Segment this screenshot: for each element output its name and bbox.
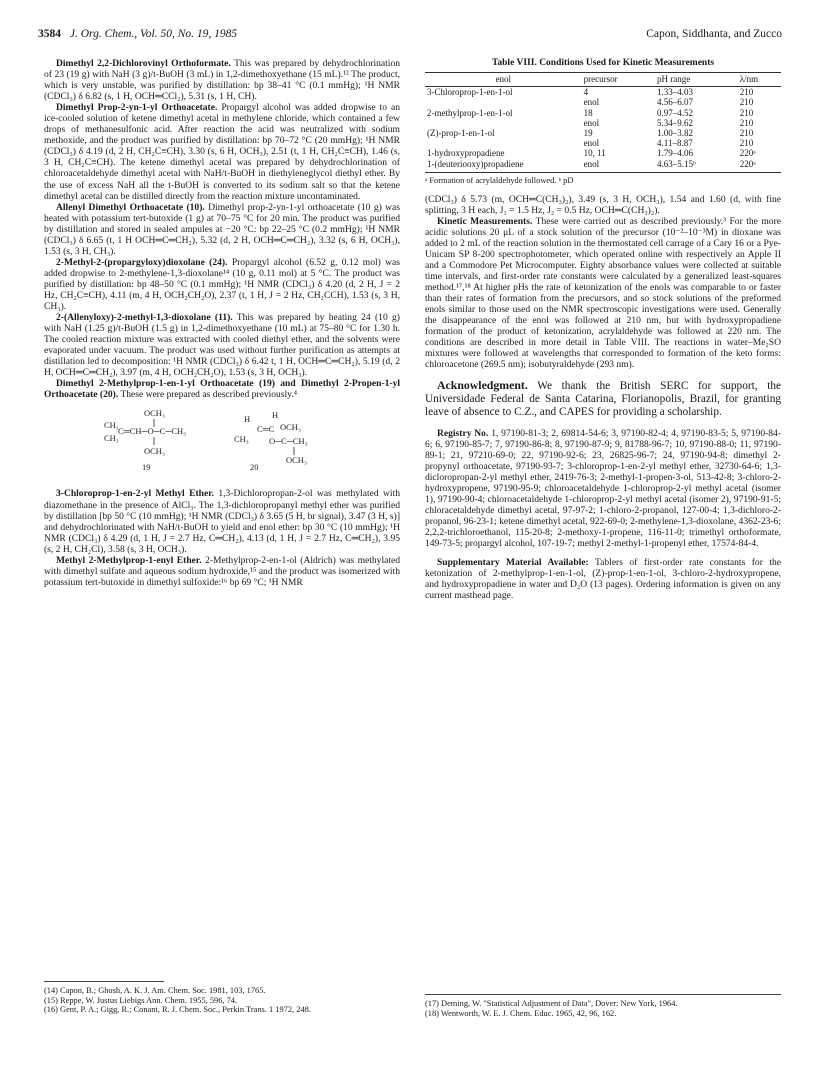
paragraph-text: These were carried out as described previously.³ For the more acidic solutions 20 μL of a stock solution of the precursor (10⁻²–10⁻³M) in dioxane was added to 2 mL of the reaction solution in the thermostated cell carrage of a Cary 16 or a Pye-Unicam SP 8-200 spectrophotometer, which operated online with respectively an Apple II and a Commodore Pet Microcomputer. Eighty absorbance values were collected at suitable time intervals, and first-order rate constants were calculated by a generalized least-squares method.¹⁷,¹⁸ At higher pHs the rate of ketonization of the enols was comparable to or faster than their rates of formation from the precursors, and so stock solutions of the preformed enols similar to those used on the NMR spectroscopic investigations were used. Generally the disappearance of the enol was followed at 210 nm, but with hydroxypropadiene formation of the product of ketonization, acrylaldehyde was followed at 220 nm. The conditions are described in more detail in Table VIII. The reactions in water–Me₂SO mixtures were followed at wavelengths that corresponded to formation of the keto forms: chloroacetone (269.5 nm); isobutyraldehyde (293 nm). — [425, 215, 781, 371]
compound-heading: 3-Chloroprop-1-en-2-yl Methyl Ether. — [56, 488, 214, 500]
table-row — [425, 128, 781, 138]
table-row — [425, 87, 781, 98]
table-cell: enol — [583, 138, 600, 149]
table-cell: 4 — [583, 87, 589, 98]
table-cell — [425, 118, 582, 128]
table-cell: (Z)-prop-1-en-1-ol — [427, 127, 495, 138]
paragraph-text: Propargyl alcohol (6.52 g, 0.12 mol) was added dropwise to 2-methylene-1,3-dioxolane¹⁴ (10 g, 0.11 mol) at 5 °C. The product was purified by distillation: bp 48–50 °C (0.1 mmHg); ¹H NMR (CDCl₃) δ 4.20 (d, 2 H, J = 2 Hz, CH₂C≡CH), 4.11 (m, 4 H, OCH₂CH₂O), 2.37 (t, 1 H, J = 2 Hz, CH₂CCH), 1.53 (s, 3 H, CH₃). — [44, 256, 401, 313]
table-row — [425, 108, 781, 118]
svg-text:OCH₃: OCH₃ — [144, 446, 165, 457]
running-header — [38, 28, 782, 44]
svg-text:CH₃: CH₃ — [104, 433, 119, 444]
table-cell — [425, 138, 582, 148]
table-cell — [425, 97, 582, 107]
paragraph-allenyl — [44, 202, 400, 257]
paragraph-text: We thank the British SERC for support, the Universidade Federal de Santa Catarina, Florianopolis, Brazil, for granting leave of absence to C.Z., and CAPES for providing a scholarship. — [425, 379, 781, 419]
svg-text:O─C─CH₃: O─C─CH₃ — [269, 436, 308, 447]
table-cell: enol — [583, 117, 600, 128]
footnote-16: (16) Gent, P. A.; Gigg, R.; Conant, R. J. Chem. Soc., Perkin Trans. 1 1972, 248. — [44, 1005, 311, 1015]
table-cell: 5.34–9.62 — [657, 117, 694, 128]
table-cell: 210 — [739, 87, 754, 98]
svg-text:OCH₃: OCH₃ — [280, 422, 301, 433]
table-cell: 1.00–3.82 — [657, 127, 694, 138]
registry-numbers — [425, 428, 781, 550]
compound-heading: Dimethyl 2-Methylprop-1-en-1-yl Orthoacetate (19) and Dimethyl 2-Propen-1-yl Orthoacetate (20). — [44, 378, 400, 401]
author-names: Capon, Siddhanta, and Zucco — [646, 28, 782, 40]
table-cell: 10, 11 — [583, 148, 606, 159]
paragraph-kinetics — [425, 216, 781, 371]
table-cell: 1.79–4.06 — [657, 148, 694, 159]
table-cell: 4.11–8.87 — [657, 138, 693, 149]
supplementary-material — [425, 557, 781, 601]
right-column — [425, 58, 781, 601]
svg-text:OCH₃: OCH₃ — [144, 408, 165, 419]
section-heading: Kinetic Measurements. — [437, 215, 533, 227]
table-cell: 1-(deuteriooxy)propadiene — [427, 158, 524, 169]
column-header: λ/nm — [738, 73, 781, 87]
table-cell: 210 — [739, 138, 754, 149]
paragraph-dichlorovinyl — [44, 58, 400, 102]
table-cell: 4.63–5.15ᵇ — [657, 158, 696, 169]
svg-text:CH₃: CH₃ — [234, 434, 249, 445]
paragraph-chloropropenyl — [44, 488, 400, 554]
table-header-row — [425, 73, 781, 87]
table-footnote: ᵃ Formation of acrylaldehyde followed. ᵇ pD — [425, 172, 781, 186]
paragraph-text: This was prepared by dehydrochlorination of 23 (19 g) with NaH (3 g)/t-BuOH (3 mL) in 1,2-dimethoxyethane (15 mL).¹² The product, which is very unstable, was purified by distillation: bp 38–41 °C (0.1 mmHg); ¹H NMR (CDCl₃) δ 6.82 (s, 1 H, OCH═CCl₂), 5.31 (s, 1 H, CH). — [44, 58, 401, 103]
compound-heading: Allenyl Dimethyl Orthoacetate (10). — [56, 201, 205, 213]
svg-text:C═CH─O─C─CH₃: C═CH─O─C─CH₃ — [118, 426, 187, 437]
svg-text:H: H — [272, 410, 279, 421]
compound-heading: Dimethyl 2,2-Dichlorovinyl Orthoformate. — [56, 58, 231, 69]
table-cell: 1-hydroxypropadiene — [427, 148, 505, 159]
journal-citation: J. Org. Chem., Vol. 50, No. 19, 1985 — [69, 28, 238, 40]
table-row — [425, 159, 781, 169]
compound-heading: Methyl 2-Methylprop-1-enyl Ether. — [56, 554, 202, 566]
table-row — [425, 138, 781, 148]
structure-drawing — [104, 404, 354, 482]
table-title: Table VIII. Conditions Used for Kinetic Measurements — [491, 58, 715, 68]
svg-text:CH₃: CH₃ — [104, 420, 119, 431]
footnote-15: (15) Reppe, W. Justus Liebigs Ann. Chem. 1955, 596, 74. — [44, 995, 238, 1005]
right-footnotes — [425, 994, 781, 1018]
table-cell: 210 — [739, 107, 754, 118]
compound-heading: 2-Methyl-2-(propargyloxy)dioxolane (24). — [56, 256, 228, 268]
svg-text:H: H — [244, 414, 251, 425]
section-heading: Supplementary Material Available: — [437, 557, 589, 569]
paragraph-orthoacetates — [44, 378, 400, 400]
paragraph-text: 1, 97190-81-3; 2, 69814-54-6; 3, 97190-82-4; 4, 97190-83-5; 5, 97190-84-6; 6, 97190-85-7; 7, 97190-86-8; 8, 97190-87-9; 9, 81788-96-7; 10, 97190-88-0; 11, 97190-89-1; 21, 97210-69-0; 22, 97190-92-6; 23, 26825-96-7; 24, 97190-94-8; dimethyl 2-propynyl orthoacetate, 97190-93-7; 3-chloroprop-1-en-2-yl methyl ether, 32730-64-6; 1,3-dicloropropan-2-yl methyl ether, 2419-76-3; 2-methyl-1-propen-3-ol, 513-42-8; 3-chloro-2-hydroxypropene, 97190-95-9; chloroacetaldehyde 1-chloroprop-2-yl methyl acetal (isomer 1), 97190-90-4; chloroacetaldehyde 1-chloroprop-2-yl methyl acetal (isomer 2), 97190-91-5; chloracetaldehyde dimethyl acetal, 97-97-2; 1-chloro-2-propanol, 127-00-4; 1,3-dichloro-2-propanol, 96-23-1; ketene dimethyl acetal, 922-69-0; 2-methylene-1,3-dioxolane, 4362-23-6; 2,2,2-trichloroethanol, 115-20-8; 2-methoxy-1-propene, 116-11-0; trimethyl orthoformate, 149-73-5; propargyl alcohol, 107-19-7; methyl 2-methyl-1-propenyl ether, 17574-84-4. — [425, 427, 782, 550]
section-heading: Registry No. — [437, 427, 489, 439]
acknowledgment — [425, 379, 781, 420]
table-cell: 220ᵃ — [739, 148, 756, 159]
paragraph-text: Propargyl alcohol was added dropwise to an ice-cooled solution of ketene dimethyl acetal in methylene chloride, which contained a few drops of methanesulfonic acid. After reaction the acid was neutralized with sodium methoxide, and the product was purified by distillation: bp 70–72 °C (20 mmHg); ¹H NMR (CDCl₃) δ 4.19 (d, 2 H, CH₂C≡CH), 3.30 (s, 6 H, OCH₃), 2.51 (t, 1 H, CH₂C≡CH), 1.46 (s, 3 H, CH₂C≡CH). The ketene dimethyl acetal was prepared by dehydrochlorination of chloroacetaldehyde dimethyl acetal with NaH/t-BuOH in diethyleneglycol diethyl ether. By the use of excess NaH all the t-BuOH is converted to its sodium salt so that the ketene dimethyl acetal can be distilled directly from the reaction mixture uncontaminated. — [44, 102, 400, 202]
paragraph-dioxolane — [44, 257, 400, 312]
paragraph-propynyl — [44, 102, 400, 201]
column-header: pH range — [655, 73, 738, 87]
paragraph-text: These were prepared as described previously.⁴ — [118, 389, 298, 401]
table-cell: enol — [583, 158, 600, 169]
paragraph-nmr-continued: (CDCl₃) δ 5.73 (m, OCH═C(CH₃)₂), 3.49 (s, 3 H, OCH₃), 1.54 and 1.60 (d, with fine splitting, 3 H each, J₁ = 1.5 Hz, J₂ = 0.5 Hz, OCH═C(CH₃)₂). — [425, 193, 781, 216]
table-row — [425, 97, 781, 107]
table-cell: 4.56–6.07 — [657, 97, 694, 108]
paragraph-text: Dimethyl prop-2-yn-1-yl orthoacetate (10 g) was heated with potassium tert-butoxide (1 g) at 70–75 °C for 20 min. The product was purified by distillation and stored in sealed ampules at −20 °C: bp 22–25 °C (0.2 mmHg); ¹H NMR (CDCl₃) δ 6.65 (t, 1 H OCH═C═CH₂), 5.32 (d, 2 H, OCH═C═CH₂), 3.32 (s, 6 H, OCH₃), 1.53 (s, 3 H, CH₃). — [44, 201, 400, 257]
paragraph-methylpropenyl — [44, 555, 400, 588]
paragraph-text: Tablers of first-order rate constants for the ketonization of 2-methylprop-1-en-1-ol, (Z)-prop-1-en-1-ol, 3-chloro-2-hydroxypropene, and hydroxypropadiene in water and D₂O (13 pages). Ordering information is given on any current masthead page. — [425, 557, 782, 602]
table-cell: 2-methylprop-1-en-1-ol — [427, 107, 513, 118]
table-row — [425, 118, 781, 128]
footnote-divider — [44, 981, 164, 982]
left-column — [44, 58, 400, 588]
table-row — [425, 148, 781, 158]
table-cell: 18 — [583, 107, 593, 118]
paragraph-text: 2-Methylprop-2-en-1-ol (Aldrich) was methylated with dimethyl sulfate and aqueous sodium hydroxide,¹⁵ and the product was isomerized with potassium tert-butoxide in dimethyl sulfoxide:¹⁶ bp 69 °C; ¹H NMR — [44, 554, 400, 588]
table-cell: 210 — [739, 97, 754, 108]
svg-text:C═C: C═C — [257, 424, 275, 435]
table-cell: enol — [583, 97, 600, 108]
table-cell: 210 — [739, 127, 754, 138]
structure-label-19: 19 — [142, 462, 151, 473]
table-cell: 1.33–4.03 — [657, 87, 694, 98]
footnote-18: (18) Wentworth, W. E. J. Chem. Educ. 1965, 42, 96, 162. — [425, 1008, 617, 1018]
paragraph-allenyloxy — [44, 312, 400, 378]
table-cell: 220ᵃ — [739, 158, 756, 169]
section-heading: Acknowledgment. — [437, 377, 528, 392]
kinetics-table — [425, 72, 781, 169]
table-viii — [425, 58, 781, 186]
paragraph-text: 1,3-Dichloropropan-2-ol was methylated with diazomethane in the presence of AlCl₃. The 1,3-dichloropropanyl methyl ether was purified by distillation [bp 50 °C (10 mmHg); ¹H NMR (CDCl₃) δ 3.65 (5 H, br signal), 3.47 (3 H, s)] and dehydrochlorinated with NaH/t-BuOH to yield and enol ether: bp 30 °C (10 mmHg); ¹H NMR (CDCl₃) δ 4.29 (d, 1 H, J = 2.7 Hz, C═CH₂), 4.13 (d, 1 H, J = 2.7 Hz, C═CH₂), 3.95 (s, 2 H, CH₂Cl), 3.58 (s, 3 H, OCH₃). — [44, 488, 400, 555]
footnote-divider — [425, 994, 781, 995]
page-number: 3584 — [38, 28, 61, 40]
compound-heading: Dimethyl Prop-2-yn-1-yl Orthoacetate. — [56, 102, 218, 114]
table-cell: 210 — [739, 117, 754, 128]
footnote-17: (17) Deming, W. "Statistical Adjustment of Data", Dover: New York, 1964. — [425, 999, 678, 1008]
table-cell: 0.97–4.52 — [657, 107, 694, 118]
table-cell: 19 — [583, 127, 593, 138]
left-footnotes — [44, 975, 400, 1015]
column-header: precursor — [582, 73, 655, 87]
footnote-14: (14) Capon, B.; Ghosh, A. K. J. Am. Chem. Soc. 1981, 103, 1765. — [44, 986, 266, 995]
column-header: enol — [425, 73, 582, 87]
chemical-structures-figure — [44, 404, 400, 482]
svg-text:OCH₃: OCH₃ — [286, 455, 307, 466]
compound-heading: 2-(Allenyloxy)-2-methyl-1,3-dioxolane (11). — [56, 312, 233, 324]
table-cell: 3-Chloroprop-1-en-1-ol — [427, 87, 513, 98]
paragraph-text: This was prepared by heating 24 (10 g) with NaH (1.25 g)/t-BuOH (1.5 g) in 1,2-dimethoxyethane (10 mL) at 75–80 °C for 1.30 h. The cooled reaction mixture was extracted with cooled diethyl ether, and the solvents were evaporated under vacuum. The product was used without further purification as attempts at distillation led to decomposition: ¹H NMR (CDCl₃) δ 6.42 t, 1 H, OCH═C═CH₂), 5.19 (d, 2 H, OCH═C═CH₂), 3.97 (m, 4 H, OCH₂CH₂O), 1.53 (s, 3 H, OCH₃). — [44, 312, 400, 379]
structure-label-20: 20 — [250, 462, 259, 473]
